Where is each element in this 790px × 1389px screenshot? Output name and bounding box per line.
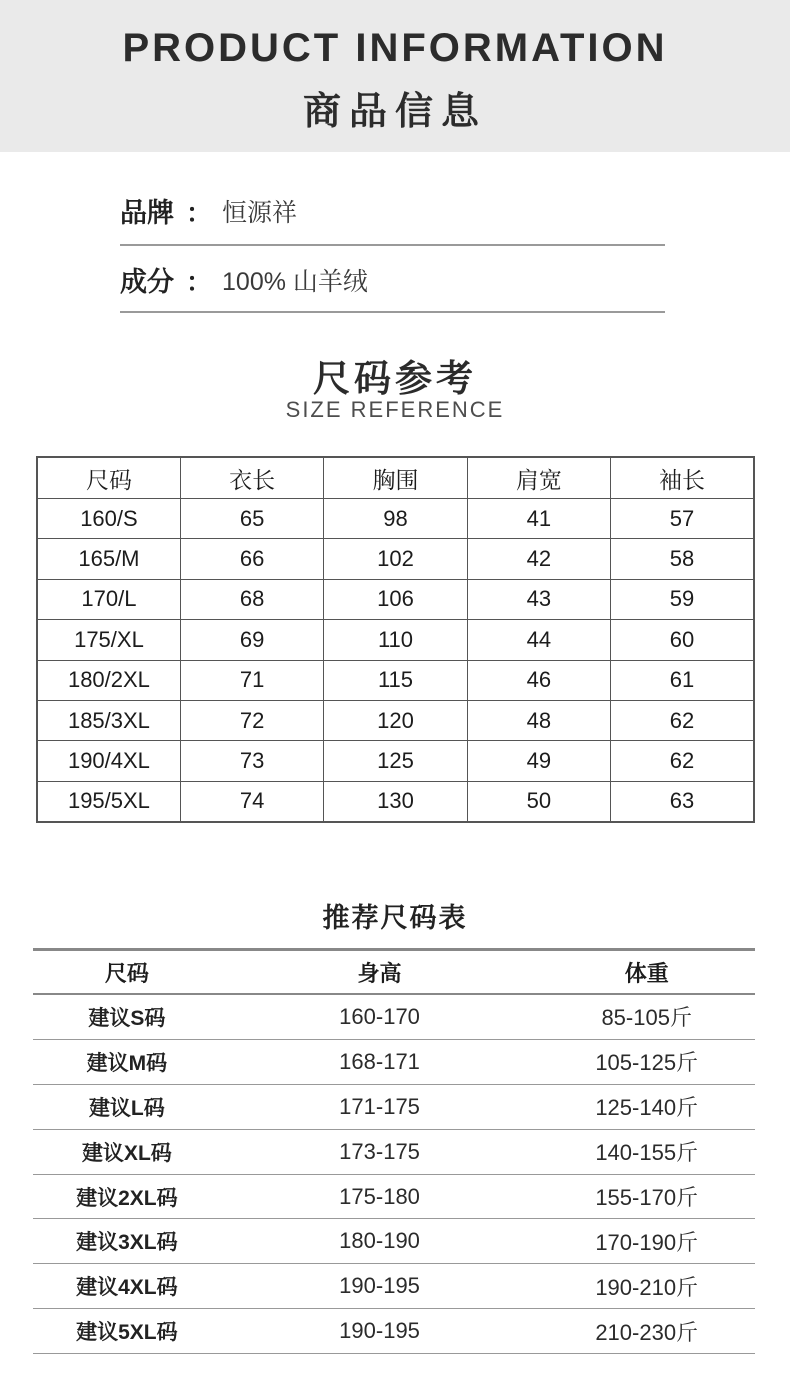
table-row: [37, 781, 754, 822]
value-cell: 120: [324, 700, 467, 740]
banner-title-zh: 商品信息: [302, 91, 487, 133]
value-cell: 42: [467, 539, 610, 579]
value-cell: 175-180: [221, 1174, 539, 1219]
row-label-cell: 175/XL: [37, 620, 180, 660]
brand-value: 恒源祥: [222, 199, 298, 227]
value-cell: 41: [467, 499, 610, 539]
value-cell: 190-195: [221, 1309, 539, 1354]
size-chart-header: [37, 457, 754, 499]
recommended-size-table: [33, 948, 755, 1354]
recommended-size-title: 推荐尺码表: [322, 903, 468, 933]
value-cell: 130: [324, 781, 467, 822]
column-header: 尺码: [33, 950, 221, 995]
value-cell: 102: [324, 539, 467, 579]
recommended-size-header: [33, 950, 755, 995]
table-row: [33, 1174, 755, 1219]
row-label-cell: 建议4XL码: [33, 1264, 221, 1309]
value-cell: 98: [324, 499, 467, 539]
brand-label: 品牌: [120, 198, 174, 228]
recommended-size-body: [33, 994, 755, 1354]
value-cell: 105-125斤: [538, 1039, 755, 1084]
composition-colon: ：: [186, 267, 213, 297]
row-label-cell: 185/3XL: [37, 700, 180, 740]
value-cell: 69: [180, 620, 323, 660]
value-cell: 155-170斤: [538, 1174, 755, 1219]
value-cell: 190-210斤: [538, 1264, 755, 1309]
value-cell: 60: [611, 620, 754, 660]
row-label-cell: 建议L码: [33, 1084, 221, 1129]
composition-attribute-row: [120, 265, 665, 313]
row-label-cell: 建议XL码: [33, 1129, 221, 1174]
table-row: [33, 1309, 755, 1354]
value-cell: 173-175: [221, 1129, 539, 1174]
table-row: [37, 700, 754, 740]
column-header: 衣长: [180, 457, 323, 499]
row-label-cell: 195/5XL: [37, 781, 180, 822]
row-label-cell: 165/M: [37, 539, 180, 579]
value-cell: 68: [180, 579, 323, 619]
value-cell: 66: [180, 539, 323, 579]
table-row: [33, 1219, 755, 1264]
table-row: [37, 499, 754, 539]
row-label-cell: 190/4XL: [37, 741, 180, 781]
header-row: [37, 457, 754, 499]
value-cell: 171-175: [221, 1084, 539, 1129]
value-cell: 62: [611, 741, 754, 781]
row-label-cell: 建议3XL码: [33, 1219, 221, 1264]
table-row: [37, 539, 754, 579]
table-row: [33, 994, 755, 1039]
value-cell: 63: [611, 781, 754, 822]
value-cell: 50: [467, 781, 610, 822]
value-cell: 106: [324, 579, 467, 619]
value-cell: 140-155斤: [538, 1129, 755, 1174]
table-row: [33, 1129, 755, 1174]
value-cell: 74: [180, 781, 323, 822]
header-row: [33, 950, 755, 995]
composition-value: 100% 山羊绒: [222, 268, 368, 296]
row-label-cell: 建议2XL码: [33, 1174, 221, 1219]
value-cell: 190-195: [221, 1264, 539, 1309]
value-cell: 48: [467, 700, 610, 740]
value-cell: 125: [324, 741, 467, 781]
value-cell: 72: [180, 700, 323, 740]
value-cell: 43: [467, 579, 610, 619]
value-cell: 58: [611, 539, 754, 579]
size-reference-title-zh: 尺码参考: [313, 358, 477, 399]
value-cell: 210-230斤: [538, 1309, 755, 1354]
composition-label: 成分: [120, 267, 174, 297]
value-cell: 125-140斤: [538, 1084, 755, 1129]
value-cell: 115: [324, 660, 467, 700]
table-row: [33, 1039, 755, 1084]
column-header: 胸围: [324, 457, 467, 499]
row-label-cell: 建议5XL码: [33, 1309, 221, 1354]
value-cell: 44: [467, 620, 610, 660]
value-cell: 71: [180, 660, 323, 700]
table-row: [37, 660, 754, 700]
value-cell: 62: [611, 700, 754, 740]
banner-title-en: PRODUCT INFORMATION: [122, 26, 668, 70]
value-cell: 180-190: [221, 1219, 539, 1264]
size-reference-title-en: SIZE REFERENCE: [285, 397, 505, 422]
size-chart-body: [37, 499, 754, 823]
value-cell: 160-170: [221, 994, 539, 1039]
row-label-cell: 170/L: [37, 579, 180, 619]
column-header: 肩宽: [467, 457, 610, 499]
value-cell: 110: [324, 620, 467, 660]
table-row: [37, 579, 754, 619]
row-label-cell: 建议M码: [33, 1039, 221, 1084]
value-cell: 65: [180, 499, 323, 539]
row-label-cell: 180/2XL: [37, 660, 180, 700]
brand-attribute-row: [120, 196, 665, 246]
value-cell: 61: [611, 660, 754, 700]
banner: [0, 0, 790, 152]
value-cell: 59: [611, 579, 754, 619]
value-cell: 49: [467, 741, 610, 781]
column-header: 尺码: [37, 457, 180, 499]
table-row: [37, 741, 754, 781]
value-cell: 170-190斤: [538, 1219, 755, 1264]
table-row: [33, 1264, 755, 1309]
column-header: 身高: [221, 950, 539, 995]
table-row: [37, 620, 754, 660]
column-header: 体重: [538, 950, 755, 995]
size-chart-table: [36, 456, 755, 823]
value-cell: 57: [611, 499, 754, 539]
table-row: [33, 1084, 755, 1129]
row-label-cell: 160/S: [37, 499, 180, 539]
column-header: 袖长: [611, 457, 754, 499]
row-label-cell: 建议S码: [33, 994, 221, 1039]
brand-colon: ：: [186, 198, 213, 228]
value-cell: 73: [180, 741, 323, 781]
value-cell: 85-105斤: [538, 994, 755, 1039]
value-cell: 168-171: [221, 1039, 539, 1084]
value-cell: 46: [467, 660, 610, 700]
